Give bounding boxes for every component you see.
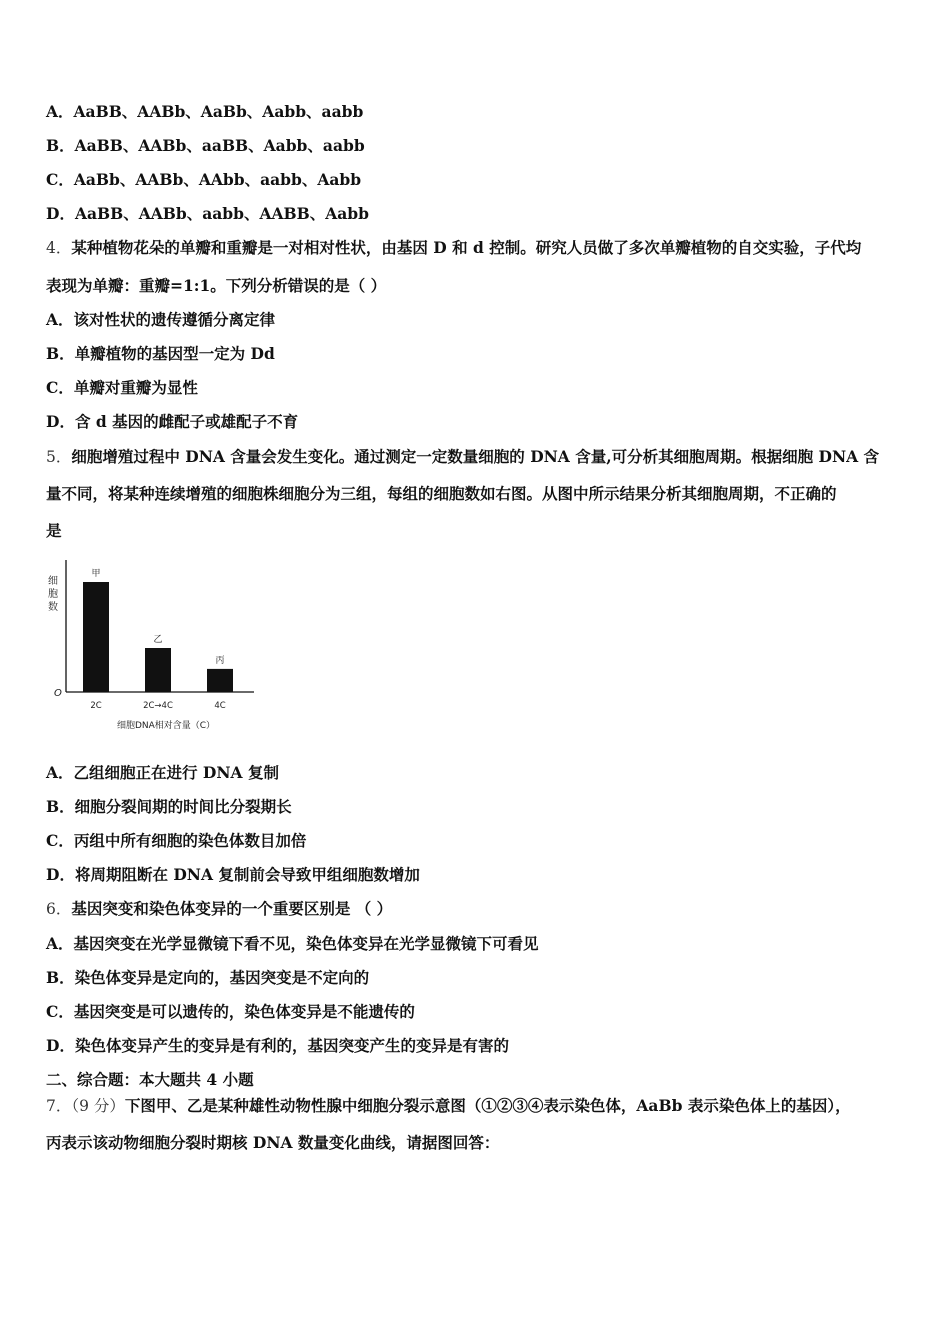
q6-number: 6． [46, 900, 72, 918]
q6-stem: 6．基因突变和染色体变异的一个重要区别是 （ ） [46, 899, 393, 918]
q3-option-d: D．AaBB、AABb、aabb、AABB、Aabb [46, 204, 369, 223]
x-tick-label: 2C [90, 701, 102, 711]
q6-option-c: C．基因突变是可以遗传的，染色体变异是不能遗传的 [46, 1002, 415, 1021]
q4-number: 4． [46, 239, 72, 257]
y-axis-label-char: 数 [48, 602, 58, 613]
q4-stem-line1: 4．某种植物花朵的单瓣和重瓣是一对相对性状，由基因 D 和 d 控制。研究人员做了多次单瓣植物的自交实验，子代均 [46, 238, 862, 257]
q7-stem-line2: 丙表示该动物细胞分裂时期核 DNA 数量变化曲线，请据图回答： [46, 1133, 500, 1152]
q4-option-c: C．单瓣对重瓣为显性 [46, 378, 198, 397]
q4-option-a: A．该对性状的遗传遵循分离定律 [46, 310, 276, 329]
chart-bars [83, 568, 233, 711]
bar-1 [83, 582, 109, 692]
origin-label: O [54, 688, 62, 699]
q6-option-b: B．染色体变异是定向的，基因突变是不定向的 [46, 968, 370, 987]
y-axis-label-char: 胞 [48, 589, 58, 600]
cell-dna-bar-chart [44, 552, 264, 737]
q4-option-d: D．含 d 基因的雌配子或雄配子不育 [46, 412, 299, 431]
x-axis-title: 细胞DNA相对含量（C） [116, 721, 216, 731]
q3-option-c: C．AaBb、AABb、AAbb、aabb、Aabb [46, 170, 362, 189]
q6-option-a: A．基因突变在光学显微镜下看不见，染色体变异在光学显微镜下可看见 [46, 934, 539, 953]
x-tick-label: 2C→4C [143, 701, 173, 711]
bar-2 [145, 648, 171, 692]
x-tick-label: 4C [214, 701, 226, 711]
q5-number: 5． [46, 448, 72, 466]
q3-option-b: B．AaBB、AABb、aaBB、Aabb、aabb [46, 136, 365, 155]
y-axis-label-char: 细 [48, 576, 58, 587]
bar-3 [207, 669, 233, 692]
q6-option-d: D．染色体变异产生的变异是有利的，基因突变产生的变异是有害的 [46, 1036, 509, 1055]
q5-stem-line1: 5．细胞增殖过程中 DNA 含量会发生变化。通过测定一定数量细胞的 DNA 含量,可分析其细胞周期。根据细胞 DNA 含 [46, 447, 880, 466]
q3-option-a: A．AaBB、AABb、AaBb、Aabb、aabb [46, 102, 364, 121]
q5-stem-line3: 是 [46, 521, 62, 540]
q7-stem-line1: 7．（9 分）下图甲、乙是某种雄性动物性腺中细胞分裂示意图（①②③④表示染色体，AaBb 表示染色体上的基因）， [46, 1096, 851, 1115]
q5-option-a: A．乙组细胞正在进行 DNA 复制 [46, 763, 279, 782]
bar-group-label: 丙 [215, 655, 225, 666]
bar-group-label: 乙 [153, 635, 163, 645]
q4-stem-line2: 表现为单瓣：重瓣=1:1。下列分析错误的是（ ） [46, 276, 387, 295]
section2-heading: 二、综合题：本大题共 4 小题 [46, 1070, 254, 1089]
q5-option-b: B．细胞分裂间期的时间比分裂期长 [46, 797, 292, 816]
q7-number: 7．（9 分） [46, 1097, 125, 1115]
bar-group-label: 甲 [91, 569, 101, 579]
y-axis-label [48, 575, 58, 613]
q5-option-d: D．将周期阻断在 DNA 复制前会导致甲组细胞数增加 [46, 865, 420, 884]
q5-option-c: C．丙组中所有细胞的染色体数目加倍 [46, 831, 307, 850]
q4-option-b: B．单瓣植物的基因型一定为 Dd [46, 344, 275, 363]
q5-stem-line2: 量不同，将某种连续增殖的细胞株细胞分为三组，每组的细胞数如右图。从图中所示结果分析其细胞周期，不正确的 [46, 484, 837, 503]
